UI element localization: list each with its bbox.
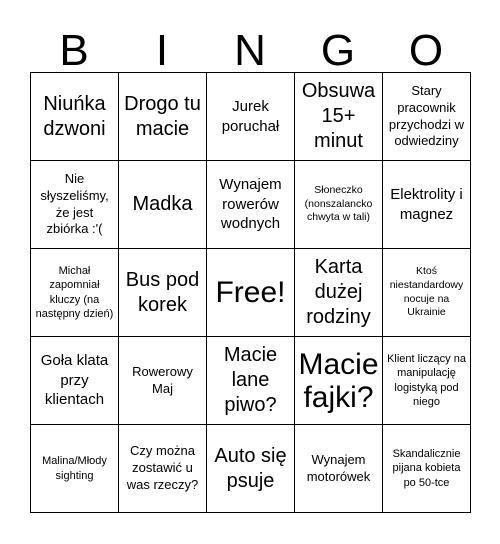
- bingo-cell-r4c4[interactable]: Macie fajki?: [295, 337, 383, 425]
- bingo-cell-r4c1[interactable]: Goła klata przy klientach: [31, 337, 119, 425]
- bingo-cell-r2c3[interactable]: Wynajem rowerów wodnych: [207, 161, 295, 249]
- bingo-cell-r3c2[interactable]: Bus pod korek: [119, 249, 207, 337]
- bingo-cell-r1c1[interactable]: Niuńka dzwoni: [31, 73, 119, 161]
- bingo-cell-r1c4[interactable]: Obsuwa 15+ minut: [295, 73, 383, 161]
- bingo-cell-r1c5[interactable]: Stary pracownik przychodzi w odwiedziny: [383, 73, 471, 161]
- bingo-cell-r5c2[interactable]: Czy można zostawić u was rzeczy?: [119, 425, 207, 513]
- bingo-cell-r2c1[interactable]: Nie słyszeliśmy, że jest zbiórka :'(: [31, 161, 119, 249]
- header-letter-b: B: [59, 26, 89, 75]
- bingo-cell-r3c4[interactable]: Karta dużej rodziny: [295, 249, 383, 337]
- bingo-cell-r5c3[interactable]: Auto się psuje: [207, 425, 295, 513]
- bingo-cell-r1c2[interactable]: Drogo tu macie: [119, 73, 207, 161]
- bingo-cell-r4c2[interactable]: Rowerowy Maj: [119, 337, 207, 425]
- header-letter-n: N: [234, 26, 266, 75]
- bingo-cell-r2c5[interactable]: Elektrolity i magnez: [383, 161, 471, 249]
- bingo-cell-r2c4[interactable]: Słoneczko (nonszalancko chwyta w tali): [295, 161, 383, 249]
- bingo-cell-r4c3[interactable]: Macie lane piwo?: [207, 337, 295, 425]
- bingo-grid: [30, 72, 471, 513]
- bingo-cell-r3c1[interactable]: Michał zapomniał kluczy (na następny dzień): [31, 249, 119, 337]
- bingo-cell-r4c5[interactable]: Klient liczący na manipulację logistyką pod niego: [383, 337, 471, 425]
- bingo-cell-free[interactable]: Free!: [207, 249, 295, 337]
- bingo-cell-r5c5[interactable]: Skandalicznie pijana kobieta po 50-tce: [383, 425, 471, 513]
- header-letter-g: G: [320, 26, 356, 75]
- bingo-cell-r5c1[interactable]: Malina/Młody sighting: [31, 425, 119, 513]
- bingo-cell-r5c4[interactable]: Wynajem motorówek: [295, 425, 383, 513]
- header-letter-i: I: [155, 26, 169, 75]
- bingo-cell-r3c5[interactable]: Ktoś niestandardowy nocuje na Ukrainie: [383, 249, 471, 337]
- header-letter-o: O: [408, 26, 444, 75]
- bingo-cell-r2c2[interactable]: Madka: [119, 161, 207, 249]
- bingo-cell-r1c3[interactable]: Jurek poruchał: [207, 73, 295, 161]
